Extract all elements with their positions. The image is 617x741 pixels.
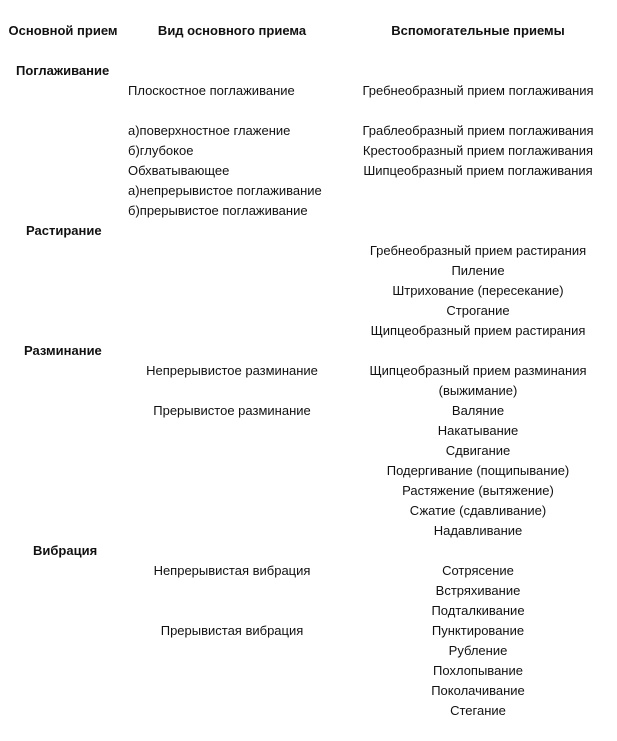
aux-item: Пунктирование xyxy=(431,623,525,638)
section-title-vibration: Вибрация xyxy=(33,543,98,558)
header-technique-kind: Вид основного приема xyxy=(157,23,307,38)
aux-item: Подергивание (пощипывание) xyxy=(386,463,570,478)
kind-item: Прерывистое разминание xyxy=(153,403,311,418)
kind-item: а)поверхностное глажение xyxy=(128,123,291,138)
kind-item: Прерывистая вибрация xyxy=(160,623,304,638)
aux-item: Стегание xyxy=(450,703,506,718)
kind-item: Непрерывистое разминание xyxy=(146,363,318,378)
aux-item: Растяжение (вытяжение) xyxy=(402,483,554,498)
header-main-technique: Основной прием xyxy=(8,23,118,38)
aux-item: Сдвигание xyxy=(445,443,511,458)
aux-item: Щипцеобразный прием разминания xyxy=(369,363,587,378)
kind-item: Обхватывающее xyxy=(128,163,230,178)
aux-item: Надавливание xyxy=(433,523,523,538)
kind-item: а)непрерывистое поглаживание xyxy=(128,183,322,198)
aux-item: Строгание xyxy=(446,303,510,318)
kind-item: Непрерывистая вибрация xyxy=(153,563,311,578)
kind-item: Плоскостное поглаживание xyxy=(128,83,295,98)
aux-item: Подталкивание xyxy=(431,603,525,618)
aux-item: Валяние xyxy=(451,403,505,418)
aux-item: Гребнеобразный прием растирания xyxy=(369,243,587,258)
section-title-rubbing: Растирание xyxy=(26,223,102,238)
aux-item: Встряхивание xyxy=(435,583,521,598)
aux-item: (выжимание) xyxy=(438,383,518,398)
aux-item: Граблеобразный прием поглаживания xyxy=(362,123,594,138)
aux-item: Накатывание xyxy=(437,423,519,438)
aux-item: Сотрясение xyxy=(442,563,514,578)
aux-item: Поколачивание xyxy=(431,683,525,698)
aux-item: Шипцеобразный прием поглаживания xyxy=(363,163,593,178)
header-auxiliary-techniques: Вспомогательные приемы xyxy=(391,23,565,38)
aux-item: Гребнеобразный прием поглаживания xyxy=(362,83,594,98)
aux-item: Пиление xyxy=(451,263,505,278)
section-title-stroking: Поглаживание xyxy=(16,63,110,78)
aux-item: Сжатие (сдавливание) xyxy=(409,503,547,518)
aux-item: Щипцеобразный прием растирания xyxy=(370,323,586,338)
kind-item: б)глубокое xyxy=(128,143,194,158)
aux-item: Похлопывание xyxy=(433,663,523,678)
section-title-kneading: Разминание xyxy=(24,343,102,358)
aux-item: Рубление xyxy=(448,643,508,658)
kind-item: б)прерывистое поглаживание xyxy=(128,203,308,218)
aux-item: Штрихование (пересекание) xyxy=(392,283,564,298)
aux-item: Крестообразный прием поглаживания xyxy=(362,143,594,158)
